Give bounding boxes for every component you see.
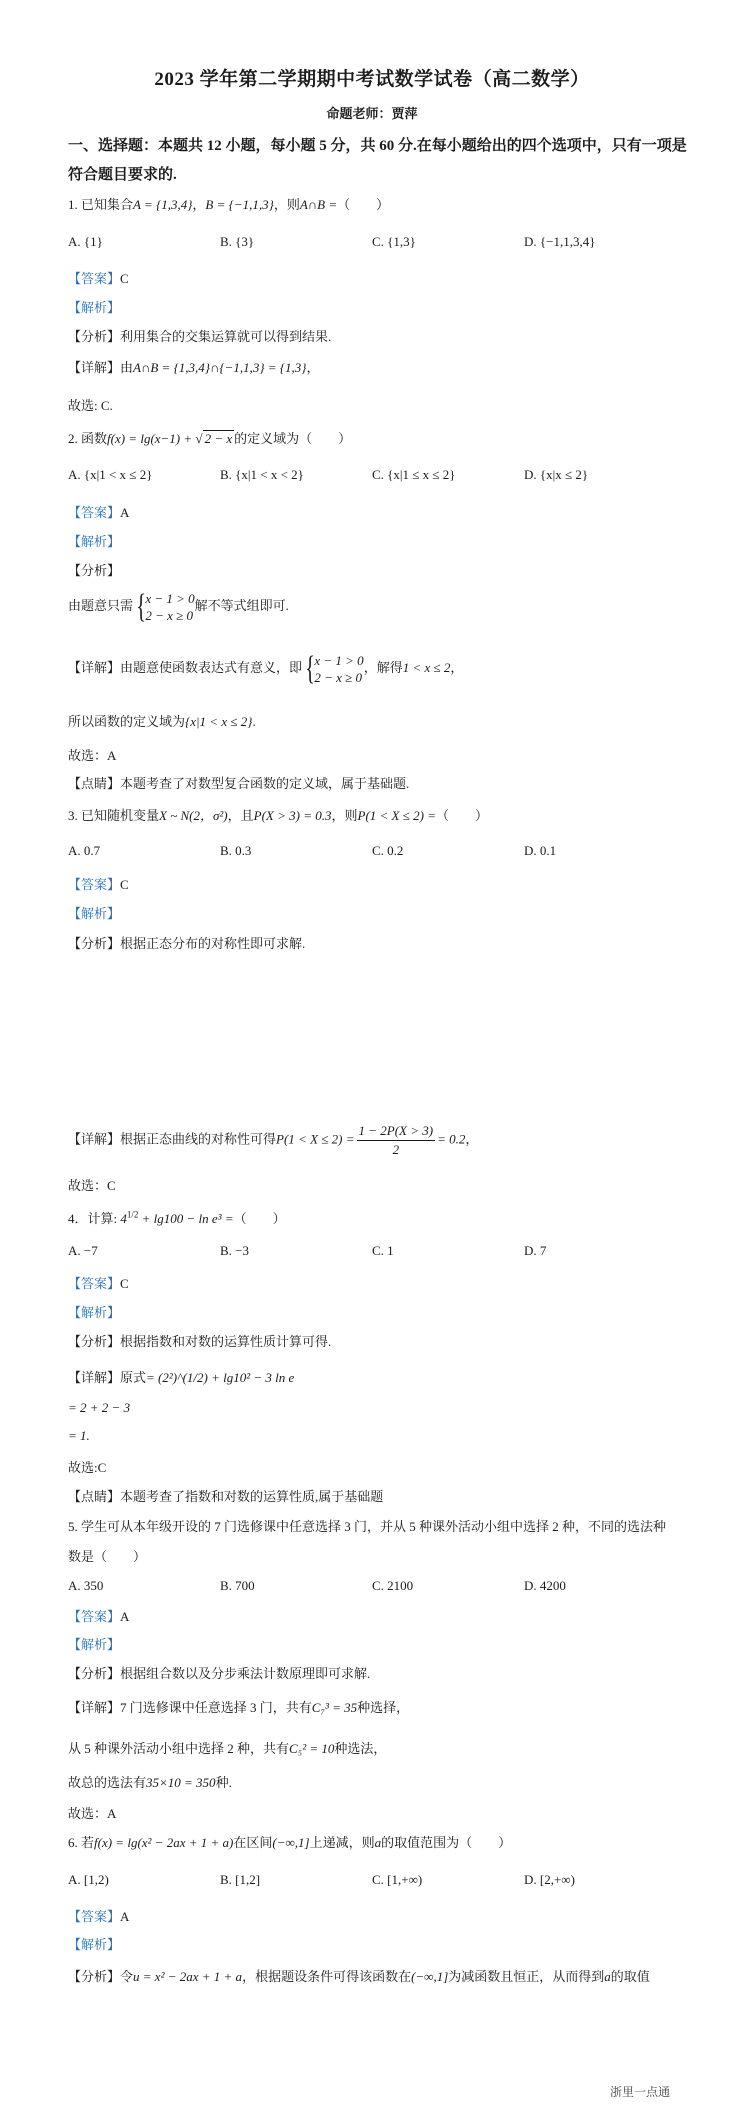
q6-jiexi-label: 【解析】 bbox=[68, 1937, 121, 1952]
q4-jiexi-label: 【解析】 bbox=[68, 1305, 121, 1320]
q2-option-b: B. {x|1 < x < 2} bbox=[220, 467, 304, 482]
q5-option-c: C. 2100 bbox=[372, 1578, 414, 1593]
q4-option-a: A. −7 bbox=[68, 1243, 98, 1258]
q5-detail-3: 故总的选法有35×10 = 350种. bbox=[68, 1775, 232, 1790]
q6-option-b: B. [1,2] bbox=[220, 1872, 261, 1887]
q2-detail: 【详解】由题意使函数表达式有意义，即{x − 1 > 0 2 − x ≥ 0，解得1 < x ≤ 2， bbox=[68, 650, 464, 687]
q1-option-b: B. {3} bbox=[220, 234, 255, 249]
q3-conclusion: 故选：C bbox=[68, 1178, 116, 1193]
q3-option-a: A. 0.7 bbox=[68, 843, 101, 858]
q6-analysis: 【分析】令u = x² − 2ax + 1 + a，根据题设条件可得该函数在(−∞,1]为减函数且恒正，从而得到a的取值 bbox=[68, 1969, 650, 1984]
teacher-line: 命题老师：贾萍 bbox=[326, 106, 418, 121]
q4-step-3: = 1. bbox=[68, 1428, 90, 1443]
q6-answer: 【答案】A bbox=[68, 1909, 130, 1924]
q2-conclusion: 故选：A bbox=[68, 748, 117, 763]
q4-option-d: D. 7 bbox=[524, 1243, 547, 1258]
q4-option-b: B. −3 bbox=[220, 1243, 250, 1258]
q3-answer: 【答案】C bbox=[68, 877, 129, 892]
q1-option-c: C. {1,3} bbox=[372, 234, 416, 249]
q3-detail: 【详解】根据正态曲线的对称性可得P(1 < X ≤ 2) = $\frac{1 - 2P(X > 3)}{2}$ = 0.2， bbox=[68, 1123, 479, 1157]
q1-analysis: 【分析】利用集合的交集运算就可以得到结果. bbox=[68, 329, 332, 344]
q5-detail-2: 从 5 种课外活动小组中选择 2 种，共有C₅² = 10种选法， bbox=[68, 1741, 387, 1756]
q4-conclusion: 故选:C bbox=[68, 1460, 107, 1475]
q1-conclusion: 故选: C. bbox=[68, 398, 113, 413]
q5-option-a: A. 350 bbox=[68, 1578, 104, 1593]
q6-option-d: D. [2,+∞) bbox=[524, 1872, 575, 1887]
q4-step-2: = 2 + 2 − 3 bbox=[68, 1400, 131, 1415]
exam-title: 2023 学年第二学期期中考试数学试卷（高二数学） bbox=[154, 69, 590, 90]
footer-watermark: 浙里一点通 bbox=[610, 2085, 671, 2099]
q2-fenxi-label: 【分析】 bbox=[68, 563, 121, 578]
q4-option-c: C. 1 bbox=[372, 1243, 394, 1258]
q1-option-d: D. {−1,1,3,4} bbox=[524, 234, 596, 249]
q4-dianjing: 【点睛】本题考查了指数和对数的运算性质,属于基础题 bbox=[68, 1489, 384, 1504]
q3-jiexi-label: 【解析】 bbox=[68, 906, 121, 921]
q2-stem: 2. 函数f(x) = lg(x−1) + √ 2 − x 的定义域为（ ） bbox=[68, 431, 352, 446]
q4-detail: 【详解】原式= (2²)^(1/2) + lg10² − 3 ln e bbox=[68, 1370, 295, 1385]
q1-answer: 【答案】C bbox=[68, 271, 129, 286]
q3-option-b: B. 0.3 bbox=[220, 843, 252, 858]
q4-stem: 4．计算: $4^{1/2} + \lg 100 - \ln e^3$ =（ ） bbox=[68, 1209, 286, 1226]
q3-analysis: 【分析】根据正态分布的对称性即可求解. bbox=[68, 936, 306, 951]
q5-detail-1: 【详解】7 门选修课中任意选择 3 门，共有C₇³ = 35种选择， bbox=[68, 1700, 410, 1715]
q3-option-c: C. 0.2 bbox=[372, 843, 404, 858]
q3-option-d: D. 0.1 bbox=[524, 843, 557, 858]
q6-option-a: A. [1,2) bbox=[68, 1872, 109, 1887]
q5-stem-line-1: 5. 学生可从本年级开设的 7 门选修课中任意选择 3 门，并从 5 种课外活动小组中选择 2 种，不同的选法种 bbox=[68, 1519, 667, 1534]
q3-stem: 3. 已知随机变量X ~ N(2，σ²)，且P(X > 3) = 0.3，则P(1 < X ≤ 2) =（ ） bbox=[68, 808, 489, 823]
q2-option-d: D. {x|x ≤ 2} bbox=[524, 467, 589, 482]
q2-jiexi-label: 【解析】 bbox=[68, 534, 121, 549]
q5-jiexi-label: 【解析】 bbox=[68, 1637, 121, 1652]
q5-analysis: 【分析】根据组合数以及分步乘法计数原理即可求解. bbox=[68, 1666, 371, 1681]
q1-detail: 【详解】由A∩B = {1,3,4}∩{−1,1,3} = {1,3}， bbox=[68, 360, 320, 375]
q2-analysis: 由题意只需{x − 1 > 0 2 − x ≥ 0解不等式组即可. bbox=[68, 588, 289, 625]
q2-answer: 【答案】A bbox=[68, 505, 130, 520]
q5-answer: 【答案】A bbox=[68, 1609, 130, 1624]
q5-conclusion: 故选：A bbox=[68, 1806, 117, 1821]
q4-analysis: 【分析】根据指数和对数的运算性质计算可得. bbox=[68, 1334, 332, 1349]
q2-domain: 所以函数的定义域为{x|1 < x ≤ 2}. bbox=[68, 714, 256, 729]
q5-option-b: B. 700 bbox=[220, 1578, 255, 1593]
q2-option-a: A. {x|1 < x ≤ 2} bbox=[68, 467, 153, 482]
section-heading: 一、选择题：本题共 12 小题，每小题 5 分，共 60 分.在每小题给出的四个选项中，只有一项是符合题目要求的. bbox=[68, 138, 687, 183]
q2-dianjing: 【点睛】本题考查了对数型复合函数的定义域，属于基础题. bbox=[68, 776, 410, 791]
q2-option-c: C. {x|1 ≤ x ≤ 2} bbox=[372, 467, 456, 482]
q5-stem-line-2: 数是（ ） bbox=[68, 1549, 147, 1564]
q1-stem: 1. 已知集合A = {1,3,4}，B = {−1,1,3}，则A∩B =（ ） bbox=[68, 197, 390, 212]
q4-answer: 【答案】C bbox=[68, 1276, 129, 1291]
q5-option-d: D. 4200 bbox=[524, 1578, 566, 1593]
q6-option-c: C. [1,+∞) bbox=[372, 1872, 423, 1887]
q6-stem: 6. 若f(x) = lg(x² − 2ax + 1 + a)在区间(−∞,1]上递减，则a的取值范围为（ ） bbox=[68, 1835, 512, 1850]
q1-jiexi-label: 【解析】 bbox=[68, 300, 121, 315]
q1-option-a: A. {1} bbox=[68, 234, 103, 249]
